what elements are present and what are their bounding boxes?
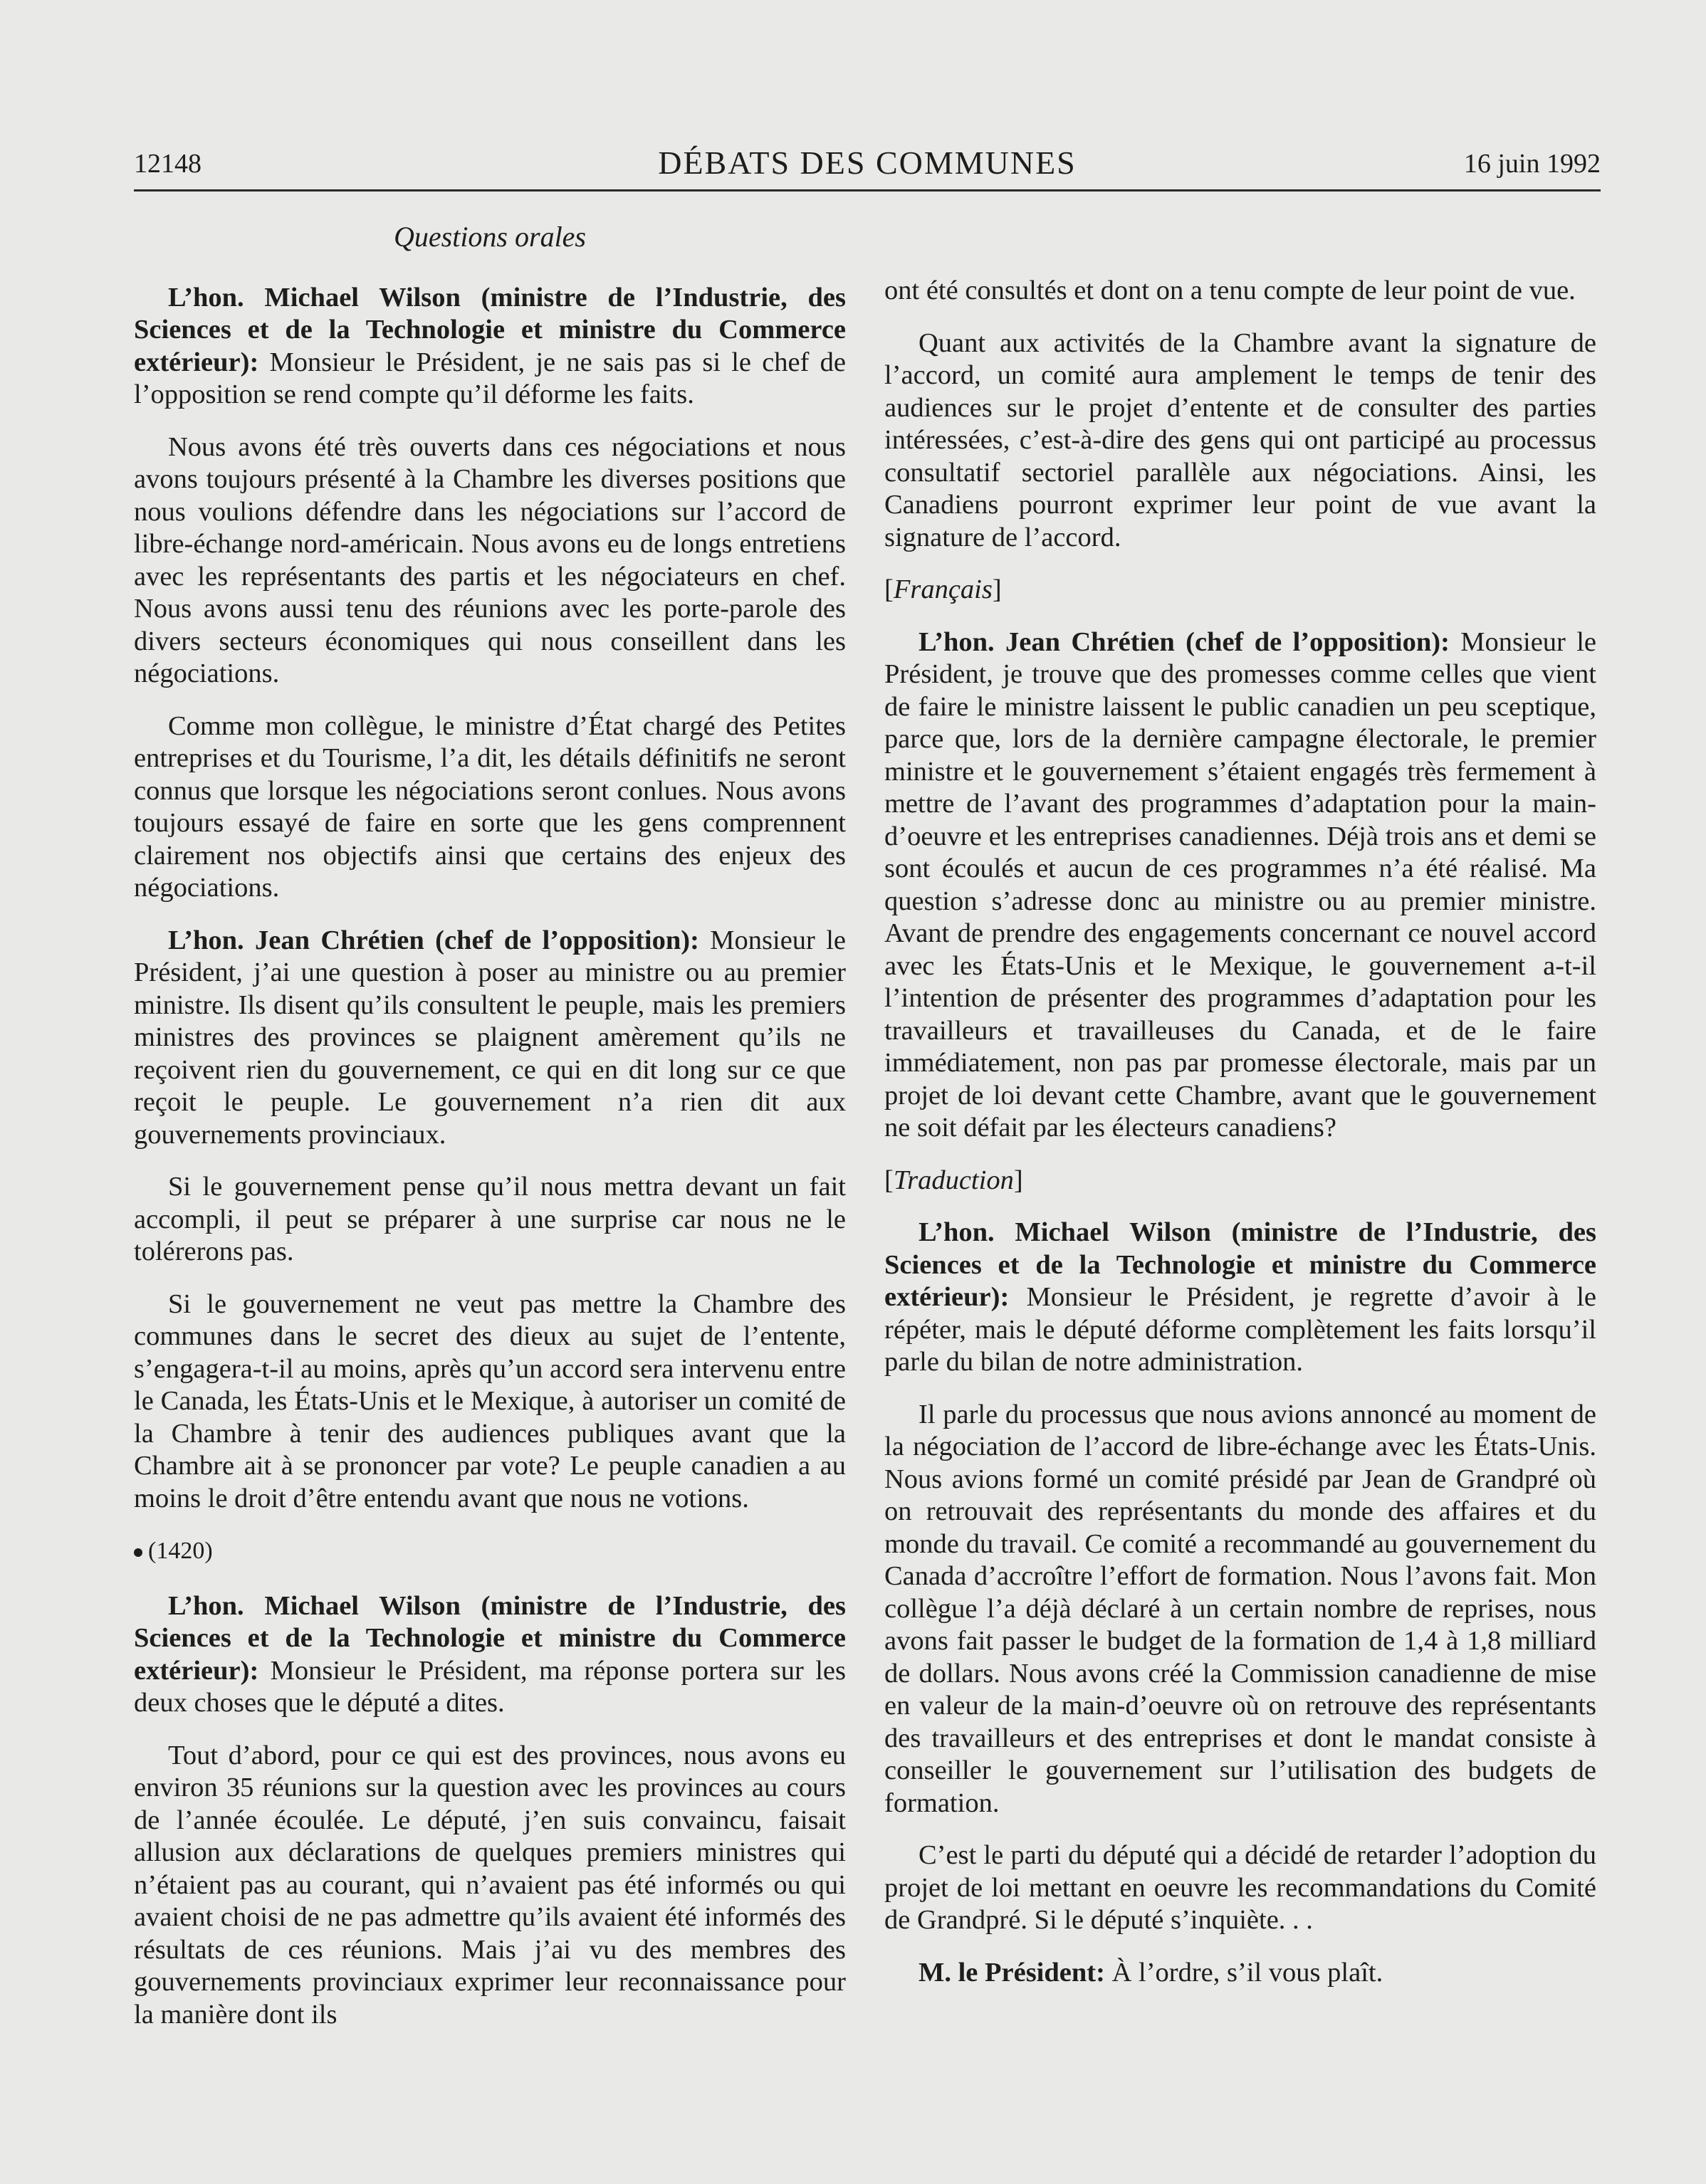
paragraph: L’hon. Michael Wilson (ministre de l’Industrie, des Sciences et de la Technologie et ministre du Commerce extérieur): Monsieur le Président, je regrette d’avoir à le répéter, mais le député déforme complètement les faits lorsqu’il parle du bilan de notre administration. xyxy=(884,1217,1596,1377)
speaker-name: L’hon. Michael Wilson (ministre de l’Industrie, des Sciences et de la Technologie et ministre du Commerce extérieur): xyxy=(134,282,846,377)
paragraph: L’hon. Jean Chrétien (chef de l’opposition): Monsieur le Président, j’ai une question à poser au ministre ou au premier ministre. Ils disent qu’ils consultent le peuple, mais les premiers ministres des provinces se plaignent amèrement qu’ils ne reçoivent rien du gouvernement, ce qui en dit long sur ce que reçoit le peuple. Le gouvernement n’a rien dit aux gouvernements provinciaux. xyxy=(134,925,846,1150)
paragraph: L’hon. Michael Wilson (ministre de l’Industrie, des Sciences et de la Technologie et ministre du Commerce extérieur): Monsieur le Président, ma réponse portera sur les deux choses que le député a dites. xyxy=(134,1590,846,1718)
paragraph-continuation: ont été consultés et dont on a tenu compte de leur point de vue. xyxy=(884,275,1576,305)
publication-title: DÉBATS DES COMMUNES xyxy=(658,145,1077,181)
page-header xyxy=(134,142,1601,191)
bullet-icon xyxy=(134,1548,142,1557)
left-column xyxy=(134,214,846,2051)
section-title: Questions orales xyxy=(394,221,586,253)
paragraph: Tout d’abord, pour ce qui est des provinces, nous avons eu environ 35 réunions sur la question avec les provinces au cours de l’année écoulée. Le député, j’en suis convaincu, faisait allusion aux déclarations de quelques premiers ministres qui n’étaient pas au courant, qui n’avaient pas été informés ou qui avaient choisi de ne pas admettre qu’ils avaient été informés des résultats de ces réunions. Mais j’ai vu des membres des gouvernements provinciaux exprimer leur reconnaissance pour la manière dont ils xyxy=(134,1740,846,2030)
paragraph: Quant aux activités de la Chambre avant la signature de l’accord, un comité aura amplement le temps de tenir des audiences sur le projet d’entente et de consulter des parties intéressées, c’est-à-dire des gens qui ont participé au processus consultatif sectoriel parallèle aux négociations. Ainsi, les Canadiens pourront exprimer leur point de vue avant la signature de l’accord. xyxy=(884,327,1596,552)
page-number: 12148 xyxy=(134,149,202,179)
right-column xyxy=(884,275,1596,2009)
paragraph: M. le Président: À l’ordre, s’il vous plaît. xyxy=(919,1957,1383,1988)
publication-date: 16 juin 1992 xyxy=(1463,149,1601,179)
paragraph: C’est le parti du député qui a décidé de retarder l’adoption du projet de loi mettant en oeuvre les recommandations du Comité de Grandpré. Si le député s’inquiète. . . xyxy=(884,1840,1596,1935)
paragraph: Si le gouvernement ne veut pas mettre la Chambre des communes dans le secret des dieux au sujet de l’entente, s’engagera-t-il au moins, après qu’un accord sera intervenu entre le Canada, les États-Unis et le Mexique, à autoriser un comité de la Chambre à tenir des audiences publiques avant que la Chambre ait à se prononcer par vote? Le peuple canadien a au moins le droit d’être entendu avant que nous ne votions. xyxy=(134,1288,846,1513)
language-marker: [ Traduction ] xyxy=(884,1165,1596,1197)
speaker-name: L’hon. Jean Chrétien (chef de l’opposition): xyxy=(168,925,699,955)
paragraph: Si le gouvernement pense qu’il nous mettra devant un fait accompli, il peut se préparer à une surprise car nous ne le tolérerons pas. xyxy=(134,1172,846,1266)
paragraph: Nous avons été très ouverts dans ces négociations et nous avons toujours présenté à la Chambre les diverses positions que nous voulions défendre dans les négociations sur l’accord de libre-échange nord-américain. Nous avons eu de longs entretiens avec les représentants des partis et les négociateurs en chef. Nous avons aussi tenu des réunions avec les porte-parole des divers secteurs économiques qui nous conseillent dans les négociations. xyxy=(134,431,846,688)
speaker-name: L’hon. Michael Wilson (ministre de l’Industrie, des Sciences et de la Technologie et ministre du Commerce extérieur): xyxy=(884,1217,1596,1312)
paragraph: L’hon. Jean Chrétien (chef de l’opposition): Monsieur le Président, je trouve que des promesses comme celles que vient de faire le ministre laissent le public canadien un peu sceptique, parce que, lors de la dernière campagne électorale, le premier ministre et le gouvernement s’étaient engagés très fermement à mettre de l’avant des programmes d’adaptation pour la main-d’oeuvre et les entreprises canadiennes. Déjà trois ans et demi se sont écoulés et aucun de ces programmes n’a été réalisé. Ma question s’adresse donc au ministre ou au premier ministre. Avant de prendre des engagements concernant ce nouvel accord avec les États-Unis et le Mexique, le gouvernement a-t-il l’intention de présenter des programmes d’adaptation pour les travailleurs et travailleuses du Canada, et de le faire immédiatement, non pas par promesse électorale, mais par un projet de loi devant cette Chambre, avant que le gouvernement ne soit défait par les électeurs canadiens? xyxy=(884,626,1596,1143)
language-marker: [ Français ] xyxy=(884,574,1596,607)
speaker-name: L’hon. Michael Wilson (ministre de l’Industrie, des Sciences et de la Technologie et ministre du Commerce extérieur): xyxy=(134,1590,846,1686)
paragraph: Il parle du processus que nous avions annoncé au moment de la négociation de l’accord de libre-échange avec les États-Unis. Nous avions formé un comité présidé par Jean de Grandpré où on retrouvait des représentants du monde des affaires et du monde du travail. Ce comité a recommandé au gouvernement du Canada d’accroître l’effort de formation. Nous l’avons fait. Mon collègue l’a déjà déclaré à un certain nombre de reprises, nous avons fait passer le budget de la formation de 1,4 à 1,8 milliard de dollars. Nous avons créé la Commission canadienne de mise en valeur de la main-d’oeuvre où on retrouve des représentants des travailleurs et des entreprises et dont le mandat consiste à conseiller le gouvernement sur l’utilisation des budgets de formation. xyxy=(884,1399,1596,1818)
time-marker: (1420) xyxy=(134,1535,846,1568)
speaker-name: M. le Président: xyxy=(919,1957,1105,1988)
paragraph: L’hon. Michael Wilson (ministre de l’Industrie, des Sciences et de la Technologie et ministre du Commerce extérieur): Monsieur le Président, je ne sais pas si le chef de l’opposition se rend compte qu’il déforme les faits. xyxy=(134,282,846,409)
paragraph: Comme mon collègue, le ministre d’État chargé des Petites entreprises et du Tourisme, l’a dit, les détails définitifs ne seront connus que lorsque les négociations seront conlues. Nous avons toujours essayé de faire en sorte que les gens comprennent clairement nos objectifs ainsi que certains des enjeux des négociations. xyxy=(134,710,846,903)
speaker-name: L’hon. Jean Chrétien (chef de l’opposition): xyxy=(919,626,1450,657)
